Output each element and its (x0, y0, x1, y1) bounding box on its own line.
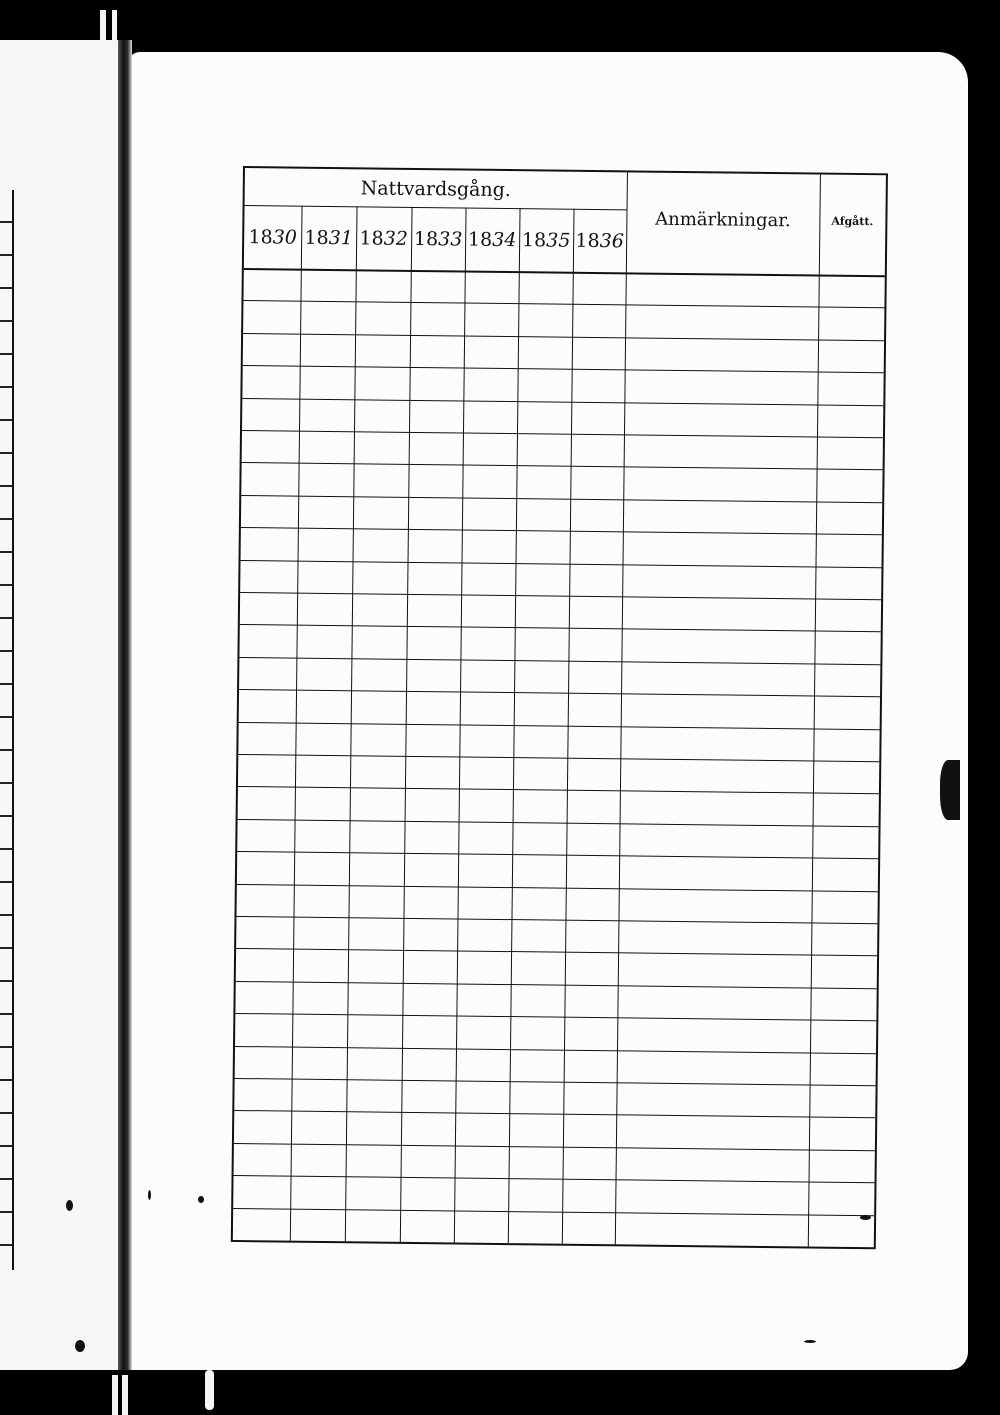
ink-speck (148, 1190, 151, 1200)
row-rule (240, 624, 881, 632)
row-rule (234, 1110, 875, 1118)
year-column-header (301, 207, 357, 270)
row-rule (234, 1175, 875, 1183)
left-page-ruled-edge (0, 190, 14, 1270)
handwritten-year-suffix: 30 (272, 226, 298, 249)
handwritten-year-suffix: 32 (383, 227, 408, 250)
row-rule (236, 916, 877, 924)
handwritten-year-suffix: 31 (328, 226, 353, 250)
row-rule (234, 1143, 875, 1151)
departed-column-header: Afgått. (831, 214, 874, 228)
bottom-tab-mark (205, 1370, 214, 1410)
printed-year-prefix: 18 (521, 229, 547, 252)
printed-year-prefix: 18 (359, 227, 384, 250)
printed-year-prefix: 18 (248, 226, 273, 249)
ink-speck (66, 1200, 73, 1211)
row-rule (237, 851, 878, 859)
ink-speck (75, 1340, 85, 1352)
year-column-header (356, 207, 412, 270)
row-rule (238, 819, 879, 827)
row-rule (236, 948, 877, 956)
communion-group-header: Nattvardsgång. (360, 177, 511, 202)
printed-year-prefix: 18 (575, 229, 600, 253)
row-rule (239, 689, 880, 697)
communion-ledger-table (231, 166, 888, 1249)
top-tab-mark (112, 10, 117, 46)
remarks-column-header: Anmärkningar. (655, 208, 791, 231)
column-rule (808, 175, 821, 1247)
row-rule (242, 398, 883, 406)
printed-year-prefix: 18 (304, 226, 329, 249)
year-column-header (519, 209, 574, 272)
year-column-header (411, 208, 466, 271)
handwritten-year-suffix: 34 (492, 228, 517, 252)
top-tab-mark (100, 10, 106, 40)
ink-speck (804, 1340, 816, 1343)
row-rule (237, 884, 878, 892)
printed-year-prefix: 18 (413, 227, 439, 251)
row-rule (240, 592, 881, 600)
bottom-tab-mark (122, 1375, 128, 1415)
row-rule (235, 1013, 876, 1021)
row-rule (235, 1046, 876, 1054)
row-rule (239, 657, 880, 665)
row-rule (238, 754, 879, 762)
row-rule (242, 462, 883, 470)
row-rule (243, 300, 884, 308)
row-rule (241, 560, 882, 568)
handwritten-year-suffix: 36 (599, 230, 624, 253)
page-edge-notch (940, 760, 960, 820)
row-rule (239, 722, 880, 730)
ink-speck (860, 1215, 871, 1220)
year-column-header (244, 206, 302, 269)
bottom-tab-mark (112, 1375, 118, 1415)
row-rule (238, 786, 879, 794)
left-facing-page (0, 40, 126, 1370)
row-rule (233, 1208, 874, 1216)
book-gutter (118, 40, 132, 1370)
row-rule (243, 333, 884, 341)
row-rule (241, 495, 882, 503)
row-rule (236, 981, 877, 989)
row-rule (241, 527, 882, 535)
handwritten-year-suffix: 35 (546, 229, 571, 252)
printed-year-prefix: 18 (467, 228, 493, 251)
ink-speck (198, 1196, 204, 1203)
row-rule (243, 365, 884, 373)
row-rule (235, 1078, 876, 1086)
row-rule (242, 430, 883, 438)
year-column-header (573, 210, 627, 273)
year-column-header (465, 209, 520, 272)
handwritten-year-suffix: 33 (438, 228, 463, 251)
column-rule (615, 172, 628, 1244)
